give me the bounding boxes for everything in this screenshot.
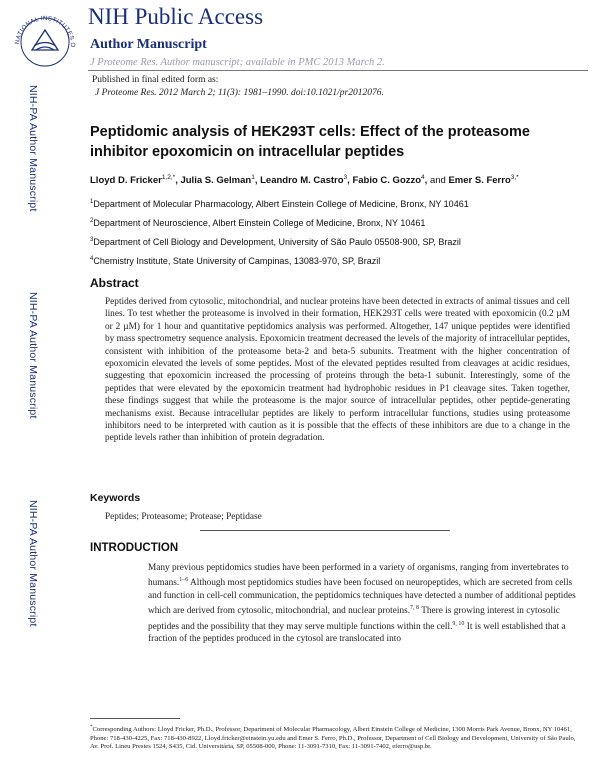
affiliation: $^3$Department of Cell Biology and Development, University of São Paulo 05508-900, SP, Brazil [90, 237, 461, 247]
abstract-heading: Abstract [90, 276, 139, 290]
introduction-heading: INTRODUCTION [90, 542, 179, 554]
svg-text:NATIONAL INSTITUTES OF HEALTH: NATIONAL INSTITUTES O [13, 14, 77, 48]
author-list: Lloyd D. Fricker$^{1,2,*}$, Julia S. Gelman$^1$, Leandro M. Castro$^3$, Fabio C. Gozzo$^4$, and Emer S. Ferro$^{3,*}$ [90, 174, 519, 187]
section-divider [200, 530, 450, 531]
sidebar-label-bottom: NIH-PA Author Manuscript [27, 500, 39, 627]
keywords-heading: Keywords [90, 492, 141, 504]
author-affil-marker: 1 [251, 174, 255, 181]
author-name: Fabio C. Gozzo [352, 175, 422, 187]
sidebar-label-middle: NIH-PA Author Manuscript [27, 292, 39, 419]
header-subtitle: Author Manuscript [90, 37, 207, 52]
introduction-text: Many previous peptidomics studies have been performed in a variety of organisms, ranging from invertebrates to humans.$^{1-6}$ Although most peptidomics studies have been focused on neuropeptides, which are secreted from cells and function in cell-cell communication, the peptidomics techniques have detected a number of additional peptides which are derived from cytosolic, mitochondrial, and nuclear proteins.$^{7, 8}$ There is growing interest in cytosolic peptides and the possibility that they may serve multiple functions within the cell.$^{9, 10}$ It is well established that a fraction of the peptides produced in the cytosol are translocated into [148, 563, 576, 645]
author-name: Lloyd D. Fricker [90, 175, 162, 187]
author-name: Julia S. Gelman [180, 175, 252, 187]
affiliation: $^1$Department of Molecular Pharmacology, Albert Einstein College of Medicine, Bronx, NY 10461 [90, 199, 469, 209]
author-name: Leandro M. Castro [260, 175, 344, 187]
header-journal-line: J Proteome Res. Author manuscript; available in PMC 2013 March 2. [90, 57, 385, 68]
footnote-rule [90, 718, 180, 719]
corresponding-author-footnote: *Corresponding Authors: Lloyd Fricker, Ph.D., Professor, Department of Molecular Pharmacology, Albert Einstein College of Medicine, 1300 Morris Park Avenue, Bronx, NY 10461, Phone: 718-430-4225, Fax: 718-430-8922, Lloyd.fricker@einstein.yu.edu and Emer S. Ferro, Ph.D., Professor, Department of Cell Biology and Development, University of São Paulo, Av. Prof. Lineu Prestes 1524, S435, Cid. Universitária, SP, 05508-000, Phone: 11-3091-7310, Fax: 11-3091-7402, eferro@usp.br. [90, 725, 576, 751]
author-affil-marker: 4 [421, 174, 425, 181]
abstract-text: Peptides derived from cytosolic, mitochondrial, and nuclear proteins have been detected in extracts of animal tissues and cell lines. To test whether the proteasome is involved in their formation, HEK293T cells were treated with epoxomicin (0.2 µM or 2 µM) for 1 hour and quantitative peptidomics analysis was performed. Altogether, 147 unique peptides were identified by mass spectrometry sequence analysis. Epoxomicin treatment decreased the levels of the majority of intracellular peptides, consistent with inhibition of the proteasome beta-2 and beta-5 subunits. Treatment with the higher concentration of epoxomicin elevated the levels of some peptides. Most of the elevated peptides resulted from cleavages at acidic residues, suggesting that epoxomicin increased the processing of proteins through the beta-1 subunit. Interestingly, some of the peptides that were elevated by the epoxomicin treatment had hydrophobic residues in P1 cleavage sites. Taken together, these findings suggest that while the proteasome is the major source of intracellular peptides, other peptide-generating mechanisms exist. Because intracellular peptides are likely to perform intracellular functions, studies using proteasome inhibitors need to be interpreted with caution as it is possible that the effects of these inhibitors are due to a change in the peptide levels rather than inhibition of protein degradation. [105, 297, 570, 444]
citation: J Proteome Res. 2012 March 2; 11(3): 1981–1990. doi:10.1021/pr2012076. [95, 88, 384, 98]
affiliation: $^4$Chemistry Institute, State University of Campinas, 13083-970, SP, Brazil [90, 256, 381, 266]
nih-seal-logo [10, 6, 80, 68]
article-title: Peptidomic analysis of HEK293T cells: Effect of the proteasome inhibitor epoxomicin on intracellular peptides [90, 124, 530, 160]
header-title: NIH Public Access [88, 4, 264, 29]
affiliation: $^2$Department of Neuroscience, Albert Einstein College of Medicine, Bronx, NY 10461 [90, 218, 426, 228]
keywords-text: Peptides; Proteasome; Protease; Peptidase [105, 512, 262, 522]
author-affil-marker: 3 [343, 174, 348, 181]
published-in-label: Published in final edited form as: [92, 75, 219, 85]
author-conjunction: and [429, 175, 446, 187]
sidebar-label-top: NIH-PA Author Manuscript [27, 85, 39, 212]
author-affil-marker: 3,* [510, 174, 519, 181]
author-name: Emer S. Ferro [448, 175, 511, 187]
header-rule [88, 70, 588, 71]
author-affil-marker: 1,2,* [161, 174, 176, 181]
